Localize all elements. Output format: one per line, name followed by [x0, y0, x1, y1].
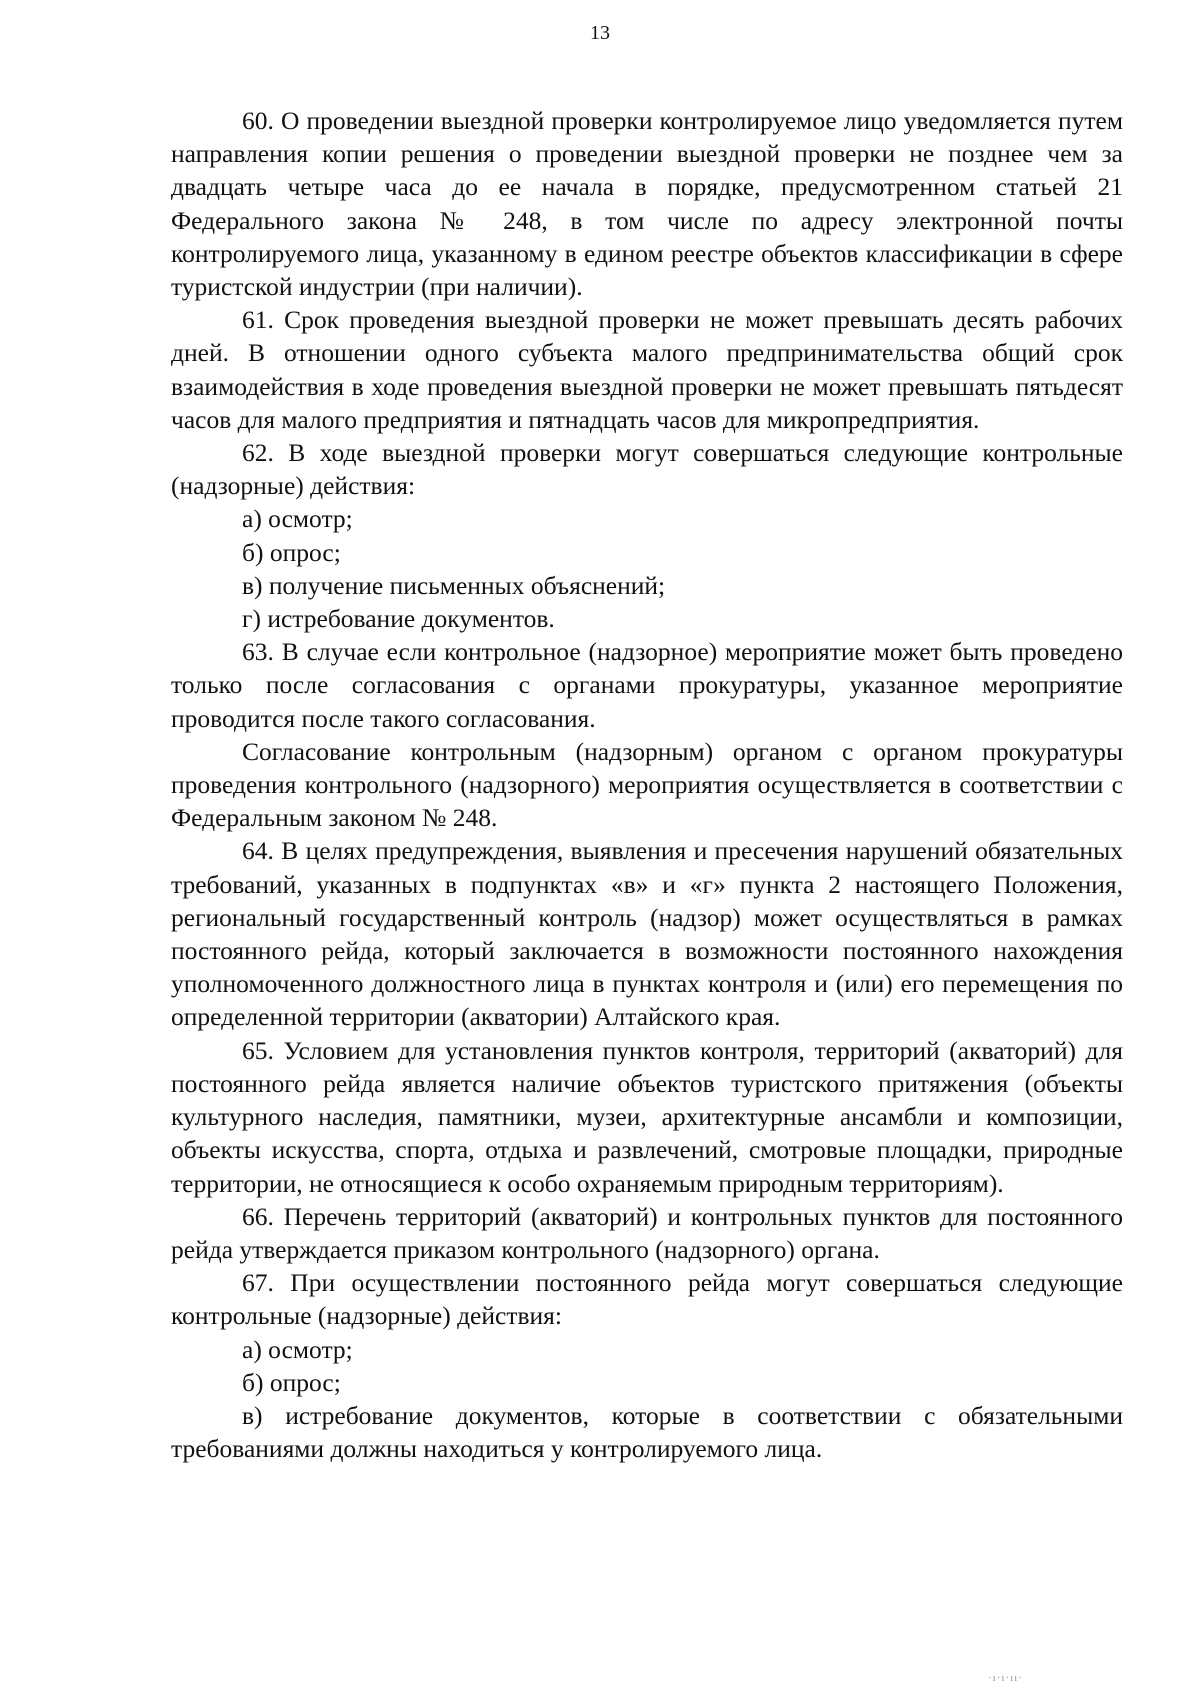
- paragraph-63-approval: Согласование контрольным (надзорным) органом с органом прокуратуры проведения контрольного (надзорного) мероприятия осуществляется в соответствии с Федеральным законом № 248.: [171, 736, 1123, 833]
- paragraph-65: 65. Условием для установления пунктов контроля, территорий (акваторий) для постоянного рейда является наличие объектов туристского притяжения (объекты культурного наследия, памятники, музеи, архитектурные ансамбли и композиции, объекты искусства, спорта, отдыха и развлечений, смотровые площадки, природные территории, не относящиеся к особо охраняемым природным территориям).: [171, 1035, 1123, 1198]
- scan-artifact-mark: ·ı·ı·ıı·: [988, 1672, 1023, 1684]
- list-item-62b: б) опрос;: [242, 537, 341, 567]
- list-item-67v: в) истребование документов, которые в соответствии с обязательными требованиями должны находиться у контролируемого лица.: [171, 1400, 1123, 1464]
- list-item-62v: в) получение письменных объяснений;: [242, 570, 666, 600]
- list-item-62a: а) осмотр;: [242, 504, 353, 534]
- paragraph-60: 60. О проведении выездной проверки контролируемое лицо уведомляется путем направления копии решения о проведении выездной проверки не позднее чем за двадцать четыре часа до ее начала в порядке, предусмотренном статьей 21 Федерального закона № 248, в том числе по адресу электронной почты контролируемого лица, указанному в едином реестре объектов классификации в сфере туристской индустрии (при наличии).: [171, 106, 1123, 302]
- paragraph-62: 62. В ходе выездной проверки могут совершаться следующие контрольные (надзорные) действия:: [171, 438, 1123, 501]
- paragraph-61: 61. Срок проведения выездной проверки не может превышать десять рабочих дней. В отношении одного субъекта малого предпринимательства общий срок взаимодействия в ходе проведения выездной проверки не может превышать пятьдесят часов для малого предприятия и пятнадцать часов для микропредприятия.: [171, 305, 1123, 434]
- paragraph-63: 63. В случае если контрольное (надзорное) мероприятие может быть проведено только после согласования с органами прокуратуры, указанное мероприятие проводится после такого согласования.: [171, 637, 1123, 733]
- paragraph-66: 66. Перечень территорий (акваторий) и контрольных пунктов для постоянного рейда утверждается приказом контрольного (надзорного) органа.: [171, 1201, 1123, 1264]
- list-item-67b: б) опрос;: [242, 1367, 341, 1397]
- paragraph-64: 64. В целях предупреждения, выявления и пресечения нарушений обязательных требований, указанных в подпунктах «в» и «г» пункта 2 настоящего Положения, региональный государственный контроль (надзор) может осуществляться в рамках постоянного рейда, который заключается в возможности постоянного нахождения уполномоченного должностного лица в пунктах контроля и (или) его перемещения по определенной территории (акватории) Алтайского края.: [171, 836, 1123, 1032]
- list-item-67a: а) осмотр;: [242, 1334, 353, 1364]
- page-number: 13: [590, 22, 610, 44]
- document-body: [171, 104, 1123, 1465]
- paragraph-67: 67. При осуществлении постоянного рейда могут совершаться следующие контрольные (надзорные) действия:: [171, 1268, 1123, 1331]
- list-item-62g: г) истребование документов.: [242, 604, 555, 634]
